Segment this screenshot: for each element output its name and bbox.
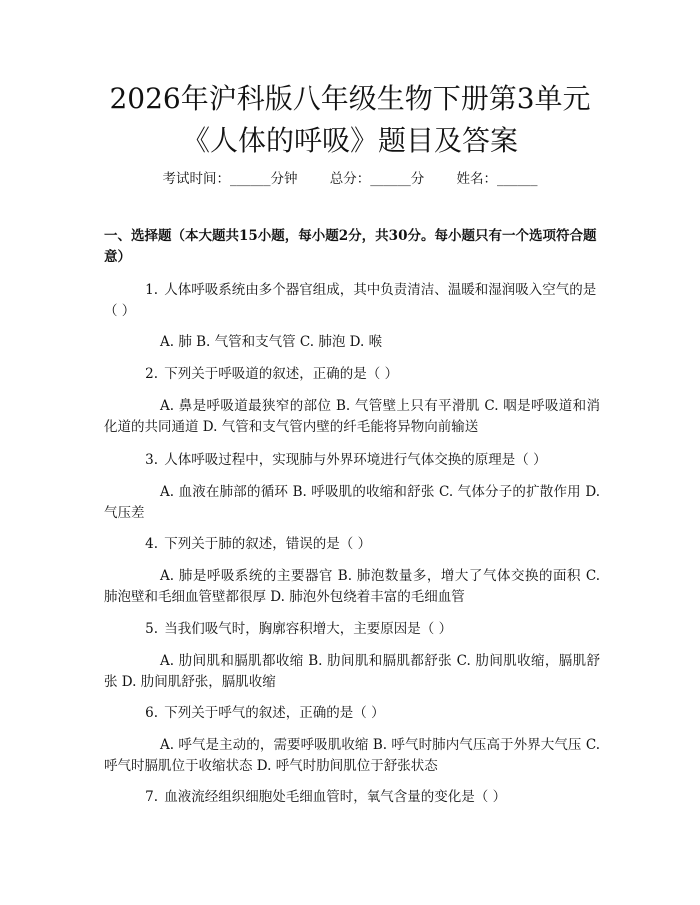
student-name-field: 姓名：______ bbox=[456, 171, 538, 187]
question-2-options: A. 鼻是呼吸道最狭窄的部位 B. 气管壁上只有平滑肌 C. 咽是呼吸道和消化道的共同通道 D. 气管和支气管内壁的纤毛能将异物向前输送 bbox=[104, 398, 600, 435]
question-text: 人体呼吸系统由多个器官组成，其中负责清洁、温暖和湿润吸入空气的是（ ） bbox=[104, 282, 597, 319]
question-5-options: A. 肋间肌和膈肌都收缩 B. 肋间肌和膈肌都舒张 C. 肋间肌收缩，膈肌舒张 D. 肋间肌舒张，膈肌收缩 bbox=[104, 653, 600, 690]
question-1-options: A. 肺 B. 气管和支气管 C. 肺泡 D. 喉 bbox=[160, 334, 383, 350]
question-7-stem bbox=[104, 787, 600, 808]
question-number: 1. bbox=[145, 282, 158, 298]
question-text: 当我们吸气时，胸廓容积增大，主要原因是（ ） bbox=[164, 621, 453, 637]
question-text: 人体呼吸过程中，实现肺与外界环境进行气体交换的原理是（ ） bbox=[164, 452, 547, 468]
question-5-stem bbox=[104, 619, 600, 640]
exam-info-line bbox=[0, 170, 700, 188]
question-6-options: A. 呼气是主动的，需要呼吸肌收缩 B. 呼气时肺内气压高于外界大气压 C. 呼气时膈肌位于收缩状态 D. 呼气时肋间肌位于舒张状态 bbox=[104, 737, 600, 774]
question-6-stem bbox=[104, 703, 600, 724]
total-score-field: 总分：______分 bbox=[329, 171, 425, 187]
question-3-options: A. 血液在肺部的循环 B. 呼吸肌的收缩和舒张 C. 气体分子的扩散作用 D. 气压差 bbox=[104, 484, 600, 521]
question-4-options: A. 肺是呼吸系统的主要器官 B. 肺泡数量多，增大了气体交换的面积 C. 肺泡壁和毛细血管壁都很厚 D. 肺泡外包绕着丰富的毛细血管 bbox=[104, 568, 600, 605]
question-4-stem bbox=[104, 534, 600, 555]
question-number: 2. bbox=[145, 366, 158, 382]
question-text: 下列关于肺的叙述，错误的是（ ） bbox=[164, 536, 372, 552]
question-text: 下列关于呼吸道的叙述，正确的是（ ） bbox=[164, 366, 399, 382]
question-text: 下列关于呼气的叙述，正确的是（ ） bbox=[164, 705, 385, 721]
question-3-stem bbox=[104, 450, 600, 471]
question-text: 血液流经组织细胞处毛细血管时，氧气含量的变化是（ ） bbox=[164, 789, 507, 805]
question-2-stem bbox=[104, 364, 600, 385]
document-title: 2026年沪科版八年级生物下册第3单元《人体的呼吸》题目及答案 bbox=[109, 82, 591, 157]
question-number: 6. bbox=[145, 705, 158, 721]
question-number: 4. bbox=[145, 536, 158, 552]
question-1-stem bbox=[104, 280, 600, 322]
question-number: 7. bbox=[145, 789, 158, 805]
section-heading: 一、选择题（本大题共15小题，每小题2分，共30分。每小题只有一个选项符合题意） bbox=[104, 228, 597, 265]
question-number: 5. bbox=[145, 621, 158, 637]
exam-time-field: 考试时间：______分钟 bbox=[162, 171, 298, 187]
question-number: 3. bbox=[145, 452, 158, 468]
